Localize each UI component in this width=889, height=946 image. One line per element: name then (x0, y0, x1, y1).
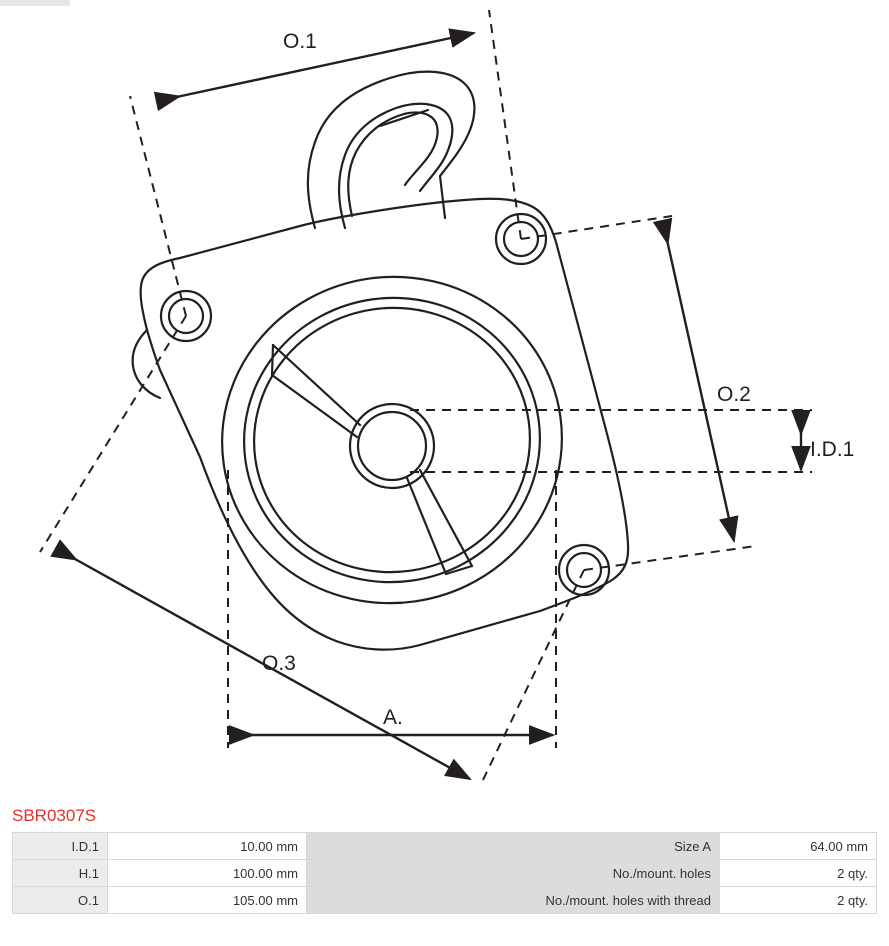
housing-top-loop (308, 72, 475, 228)
spec-label-o1: O.1 (13, 887, 108, 914)
dim-label-o1: O.1 (283, 30, 317, 53)
spec-value-h1: 100.00 mm (108, 860, 307, 887)
internal-ribs (272, 345, 472, 574)
table-row (13, 833, 877, 860)
spec-label-thread-holes: No./mount. holes with thread (307, 887, 720, 914)
table-row (13, 887, 877, 914)
spec-value-thread-holes: 2 qty. (720, 887, 877, 914)
spec-value-o1: 105.00 mm (108, 887, 307, 914)
dimension-text-labels (262, 30, 854, 729)
spec-value-size-a: 64.00 mm (720, 833, 877, 860)
spec-value-mount-holes: 2 qty. (720, 860, 877, 887)
spec-label-size-a: Size A (307, 833, 720, 860)
dim-label-id1: I.D.1 (810, 438, 855, 461)
dim-label-o2: O.2 (717, 383, 751, 406)
part-spec-section (0, 806, 889, 914)
spec-label-id1: I.D.1 (13, 833, 108, 860)
dimension-measure-lines (57, 33, 801, 779)
spec-label-mount-holes: No./mount. holes (307, 860, 720, 887)
central-bore-circles (201, 255, 583, 625)
spec-label-h1: H.1 (13, 860, 108, 887)
dimension-line-o2 (663, 222, 734, 541)
table-row (13, 860, 877, 887)
dim-label-o3: O.3 (262, 652, 296, 675)
part-code-label: SBR0307S (12, 806, 97, 825)
spec-value-id1: 10.00 mm (108, 833, 307, 860)
specification-table (12, 832, 877, 914)
dim-label-a: A. (383, 706, 403, 729)
